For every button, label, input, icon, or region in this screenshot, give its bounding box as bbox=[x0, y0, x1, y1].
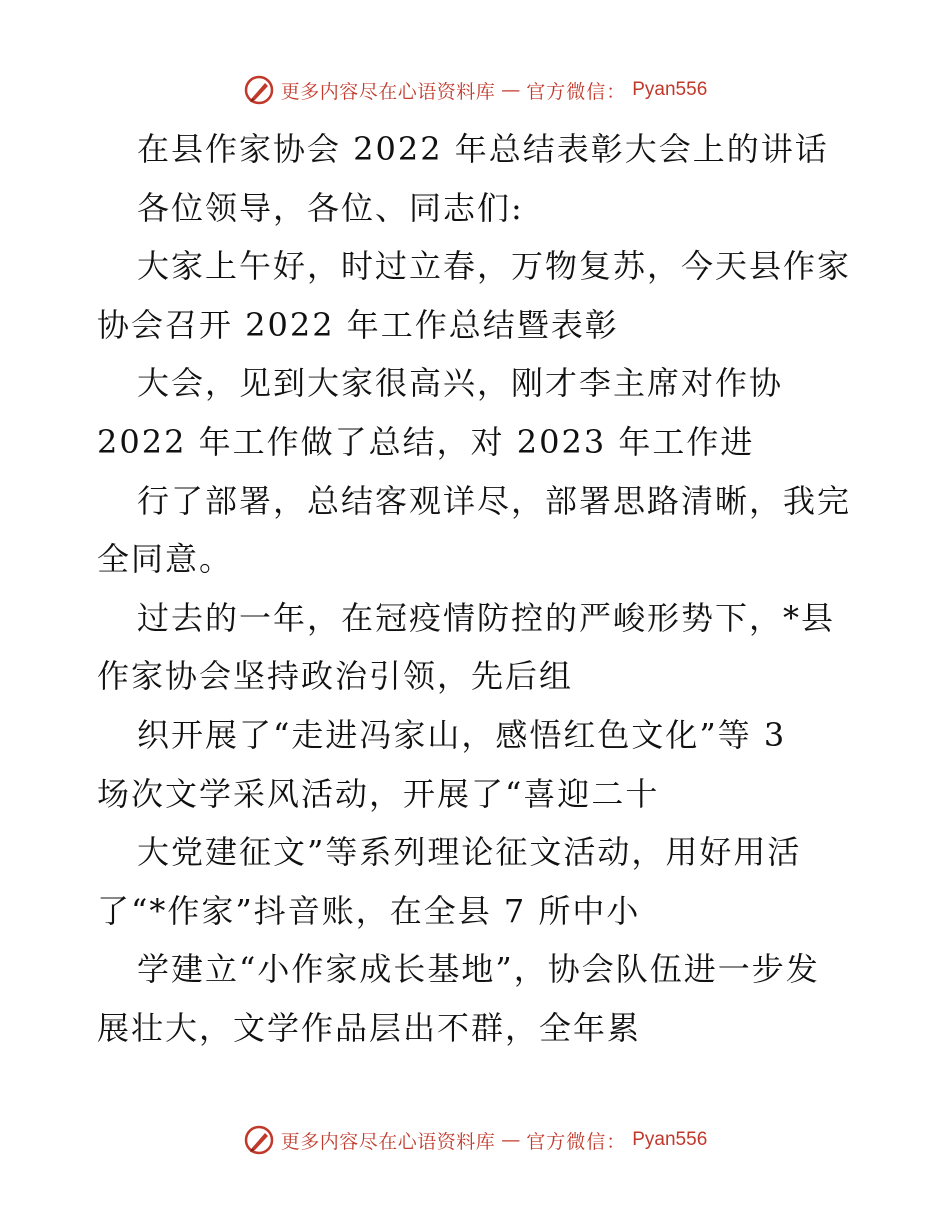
text-line: 作家协会坚持政治引领，先后组 bbox=[97, 657, 574, 696]
footer-banner-subtitle: 官方微信： bbox=[526, 1130, 627, 1153]
pen-logo-icon bbox=[243, 74, 275, 106]
header-banner-separator: — bbox=[501, 79, 521, 101]
document-body bbox=[97, 120, 877, 1058]
footer-banner-separator: — bbox=[501, 1129, 521, 1151]
text-line: 学建立“小作家成长基地”，协会队伍进一步发 bbox=[137, 950, 820, 989]
header-banner-wechat-id: Pyan556 bbox=[632, 79, 708, 100]
text-line: 大党建征文”等系列理论征文活动，用好用活 bbox=[137, 833, 802, 872]
page-header bbox=[0, 70, 950, 110]
text-line: 场次文学采风活动，开展了“喜迎二十 bbox=[97, 774, 660, 813]
text-line: 全同意。 bbox=[97, 540, 234, 579]
text-line: 过去的一年，在冠疫情防控的严峻形势下，*县 bbox=[137, 598, 836, 637]
footer-banner-title: 更多内容尽在心语资料库 bbox=[280, 1130, 496, 1153]
text-line: 了“*作家”抖音账，在全县 7 所中小 bbox=[97, 891, 641, 930]
footer-banner-wechat-id: Pyan556 bbox=[632, 1129, 708, 1150]
text-line: 大家上午好，时过立春，万物复苏，今天县作家 bbox=[137, 247, 852, 286]
header-banner bbox=[243, 74, 708, 106]
header-banner-subtitle: 官方微信： bbox=[526, 80, 627, 103]
document-title: 在县作家协会 2022 年总结表彰大会上的讲话 bbox=[137, 130, 829, 168]
pen-logo-icon bbox=[243, 1124, 275, 1156]
footer-banner bbox=[243, 1124, 708, 1156]
page-footer bbox=[0, 1120, 950, 1160]
text-line: 协会召开 2022 年工作总结暨表彰 bbox=[97, 305, 619, 344]
text-line: 各位领导，各位、同志们: bbox=[137, 188, 524, 227]
header-banner-title: 更多内容尽在心语资料库 bbox=[280, 80, 496, 103]
text-line: 行了部署，总结客观详尽，部署思路清晰，我完 bbox=[137, 481, 852, 520]
text-line: 2022 年工作做了总结，对 2023 年工作进 bbox=[97, 422, 755, 461]
text-line: 展壮大，文学作品层出不群，全年累 bbox=[97, 1008, 642, 1047]
text-line: 大会，见到大家很高兴，刚才李主席对作协 bbox=[137, 364, 784, 403]
text-line: 织开展了“走进冯家山，感悟红色文化”等 3 bbox=[137, 715, 787, 754]
